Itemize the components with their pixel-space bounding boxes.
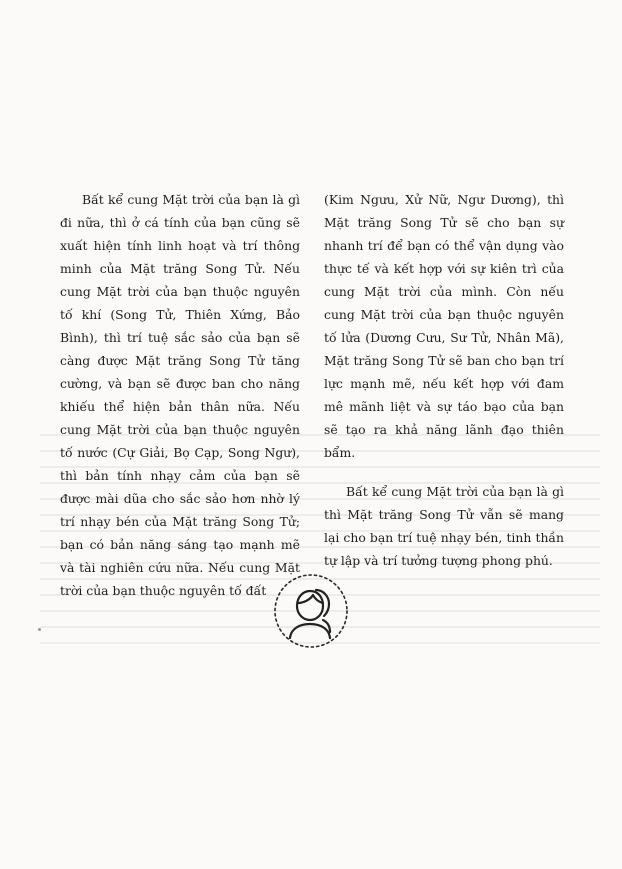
right-column — [324, 188, 564, 572]
paragraph-2: Bất kể cung Mặt trời của bạn là gì thì Mặt trăng Song Tử vẫn sẽ mang lại cho bạn trí tuệ nhạy bén, tinh thần tự lập và trí tưởng tượng phong phú. — [324, 484, 564, 568]
left-column — [60, 188, 300, 602]
user-profile-icon — [272, 572, 350, 650]
margin-dot — [38, 628, 41, 631]
paragraph-1-continued: (Kim Ngưu, Xử Nữ, Ngư Dương), thì Mặt trăng Song Tử sẽ cho bạn sự nhanh trí để bạn có thể vận dụng vào thực tế và kết hợp với sự kiên trì của cung Mặt trời của mình. Còn nếu cung Mặt trời của bạn thuộc nguyên tố lửa (Dương Cưu, Sư Tử, Nhân Mã), Mặt trăng Song Tử sẽ ban cho bạn trí lực mạnh mẽ, nếu kết hợp với đam mê mãnh liệt và sự táo bạo của bạn sẽ tạo ra khả năng lãnh đạo thiên bẩm. — [324, 192, 564, 460]
paragraph-1: Bất kể cung Mặt trời của bạn là gì đi nữa, thì ở cá tính của bạn cũng sẽ xuất hiện tính linh hoạt và trí thông minh của Mặt trăng Song Tử. Nếu cung Mặt trời của bạn thuộc nguyên tố khí (Song Tử, Thiên Xứng, Bảo Bình), thì trí tuệ sắc sảo của bạn sẽ càng được Mặt trăng Song Tử tăng cường, và bạn sẽ được ban cho năng khiếu thể hiện bản thân nữa. Nếu cung Mặt trời của bạn thuộc nguyên tố nước (Cự Giải, Bọ Cạp, Song Ngư), thì bản tính nhạy cảm của bạn sẽ được mài dũa cho sắc sảo hơn nhờ lý trí nhạy bén của Mặt trăng Song Tử; bạn có bản năng sáng tạo mạnh mẽ và tài nghiên cứu nữa. Nếu cung Mặt trời của bạn thuộc nguyên tố đất — [60, 192, 300, 598]
